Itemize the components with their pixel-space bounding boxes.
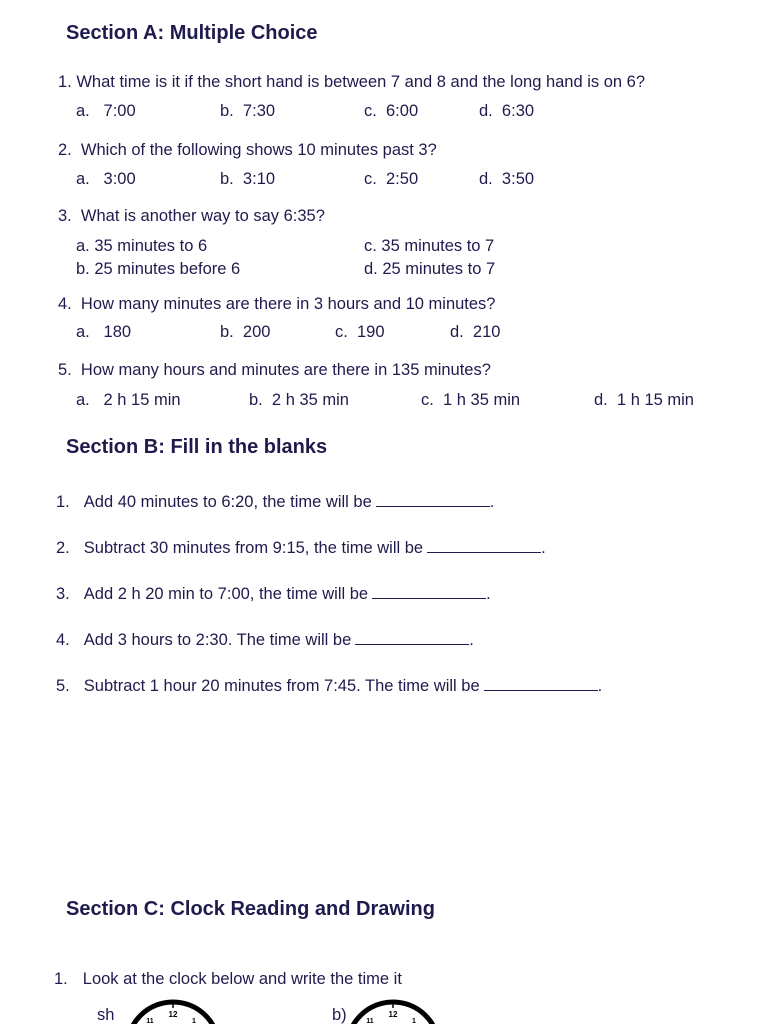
option-a2-a: a. 3:00	[76, 170, 136, 188]
fill-blank-number: 3.	[56, 585, 70, 603]
option-a4-a: a. 180	[76, 323, 132, 341]
fill-blank-text: Add 2 h 20 min to 7:00, the time will be	[83, 585, 369, 603]
clock-number: 12	[168, 1010, 178, 1019]
clock-number: 11	[146, 1018, 154, 1024]
question-a2: 2. Which of the following shows 10 minutes past 3?	[58, 141, 437, 159]
fill-blank-number: 5.	[56, 677, 70, 695]
option-a4-d: d. 210	[450, 323, 501, 341]
clock-label-b: b)	[332, 1006, 347, 1024]
option-a5-c: c. 1 h 35 min	[421, 391, 521, 409]
question-a4: 4. How many minutes are there in 3 hours and 10 minutes?	[58, 295, 496, 313]
fill-blank-4	[56, 630, 474, 650]
fill-blank-1	[56, 492, 494, 512]
question-a5: 5. How many hours and minutes are there in 135 minutes?	[58, 361, 491, 379]
option-a3-c: c. 35 minutes to 7	[364, 237, 495, 255]
fill-blank-text: Subtract 30 minutes from 9:15, the time will be	[83, 539, 424, 557]
option-a5-b: b. 2 h 35 min	[249, 391, 349, 409]
period: .	[486, 585, 491, 603]
clock-number: 11	[366, 1018, 374, 1024]
option-a4-b: b. 200	[220, 323, 271, 341]
option-a4-c: c. 190	[335, 323, 385, 341]
option-a3-b: b. 25 minutes before 6	[76, 260, 241, 278]
clock-label-a: sh	[97, 1006, 115, 1024]
period: .	[489, 493, 495, 511]
option-a3-d: d. 25 minutes to 7	[364, 260, 496, 278]
clock-number: 1	[192, 1018, 196, 1024]
option-a1-c: c. 6:00	[364, 102, 419, 120]
clock-number: 1	[412, 1018, 416, 1024]
period: .	[541, 539, 546, 557]
fill-blank-text: Subtract 1 hour 20 minutes from 7:45. The time will be	[83, 677, 480, 695]
option-a2-b: b. 3:10	[220, 170, 276, 188]
clock-question-number: 1.	[54, 970, 68, 988]
clock-question-text: Look at the clock below and write the time it	[82, 970, 402, 988]
fill-blank-number: 4.	[56, 631, 70, 649]
option-a2-d: d. 3:50	[479, 170, 535, 188]
option-a5-a: a. 2 h 15 min	[76, 391, 181, 409]
clock-number: 12	[388, 1010, 398, 1019]
option-a3-a: a. 35 minutes to 6	[76, 237, 208, 255]
fill-blank-text: Add 3 hours to 2:30. The time will be	[83, 631, 352, 649]
option-a1-b: b. 7:30	[220, 102, 276, 120]
option-a1-d: d. 6:30	[479, 102, 535, 120]
clock-b	[338, 998, 448, 1024]
fill-blank-number: 2.	[56, 539, 70, 557]
section-b-heading: Section B: Fill in the blanks	[66, 436, 328, 458]
fill-blank-number: 1.	[56, 493, 70, 511]
period: .	[469, 631, 474, 649]
fill-blank-text: Add 40 minutes to 6:20, the time will be	[83, 493, 372, 511]
section-a-heading: Section A: Multiple Choice	[66, 22, 318, 44]
section-c-heading: Section C: Clock Reading and Drawing	[66, 898, 435, 920]
question-a3: 3. What is another way to say 6:35?	[58, 207, 325, 225]
answer-blank[interactable]	[372, 584, 486, 599]
clock-face-icon	[338, 998, 448, 1024]
option-a1-a: a. 7:00	[76, 102, 136, 120]
answer-blank[interactable]	[427, 538, 541, 553]
period: .	[597, 677, 603, 695]
option-a2-c: c. 2:50	[364, 170, 419, 188]
clock-question-1	[54, 970, 402, 989]
question-a1: 1. What time is it if the short hand is between 7 and 8 and the long hand is on 6?	[58, 73, 646, 91]
answer-blank[interactable]	[355, 630, 469, 645]
fill-blank-2	[56, 538, 546, 558]
answer-blank[interactable]	[376, 492, 490, 507]
answer-blank[interactable]	[484, 676, 598, 691]
clock-face-icon	[118, 998, 228, 1024]
clock-a	[118, 998, 228, 1024]
fill-blank-5	[56, 676, 602, 696]
option-a5-d: d. 1 h 15 min	[594, 391, 694, 409]
fill-blank-3	[56, 584, 491, 604]
